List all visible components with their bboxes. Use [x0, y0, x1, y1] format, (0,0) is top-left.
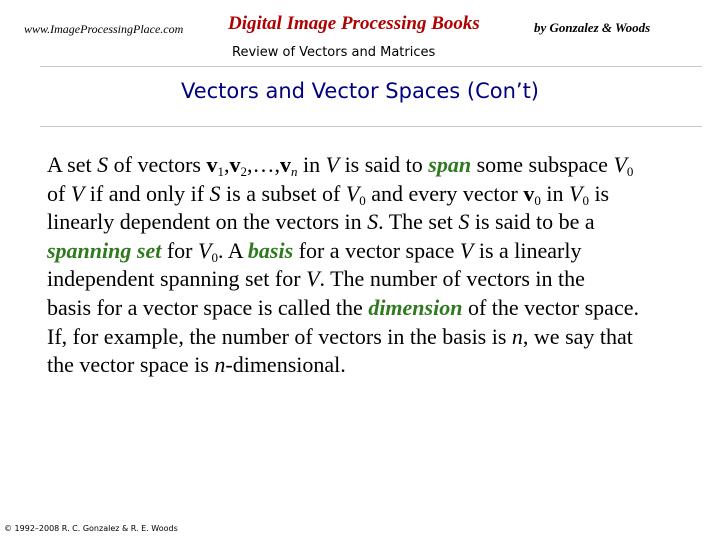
header-subtitle: Review of Vectors and Matrices	[232, 45, 436, 60]
subscript: 1	[217, 164, 224, 179]
vector-symbol: v	[523, 180, 535, 206]
variable-n: n	[214, 352, 226, 378]
text: for a vector space	[293, 237, 460, 263]
body-line-7	[47, 323, 707, 352]
body-paragraph	[47, 151, 707, 380]
space-symbol: V	[459, 237, 474, 263]
space-symbol: V	[345, 180, 360, 206]
term-basis: basis	[247, 237, 294, 263]
vector-symbol: v	[279, 152, 291, 177]
vector-symbol: v	[229, 152, 241, 177]
title-divider	[40, 126, 702, 127]
set-symbol: S	[458, 209, 470, 235]
body-line-2	[47, 180, 707, 209]
body-line-4	[47, 237, 707, 266]
text: if and only if	[84, 180, 210, 206]
text: some subspace	[471, 152, 614, 177]
body-line-8	[47, 351, 707, 380]
text: is said to be a	[469, 209, 595, 235]
text: of vectors	[108, 152, 207, 177]
text: If, for example, the number of vectors in the basis is	[47, 323, 512, 349]
text: A set	[47, 152, 98, 177]
text: is	[588, 180, 610, 206]
space-symbol: V	[325, 152, 340, 177]
text: , we say that	[522, 323, 633, 349]
subscript: 2	[240, 164, 247, 179]
text: . The set	[378, 209, 459, 235]
text: linearly dependent on the vectors in	[47, 209, 368, 235]
space-symbol: V	[306, 266, 320, 292]
text: of	[47, 180, 71, 206]
subscript: 0	[359, 192, 366, 208]
text: . The number of vectors in the	[319, 266, 585, 292]
text: ,…,	[246, 152, 280, 177]
text: ,	[223, 152, 230, 177]
text: of the vector space.	[462, 294, 639, 320]
space-symbol: V	[197, 237, 212, 263]
body-line-3	[47, 208, 707, 237]
header-site-url: www.ImageProcessingPlace.com	[24, 22, 184, 36]
subscript: n	[290, 164, 298, 179]
slide-title: Vectors and Vector Spaces (Con’t)	[180, 79, 540, 103]
subscript: 0	[534, 192, 541, 208]
text: -dimensional.	[225, 352, 346, 378]
text: is a linearly	[473, 237, 582, 263]
space-symbol: V	[70, 180, 85, 206]
term-dimension: dimension	[368, 294, 463, 320]
text: in	[297, 152, 326, 177]
text: in	[540, 180, 569, 206]
set-symbol: S	[97, 152, 109, 177]
body-line-6	[47, 294, 707, 323]
header-book-title: Digital Image Processing Books	[228, 13, 480, 34]
set-symbol: S	[209, 180, 221, 206]
footer-copyright: © 1992–2008 R. C. Gonzalez & R. E. Woods	[4, 524, 178, 533]
text: . A	[217, 237, 248, 263]
subscript: 0	[211, 249, 218, 265]
text: is said to	[339, 152, 429, 177]
variable-n: n	[511, 323, 523, 349]
term-span: span	[428, 152, 472, 177]
body-line-5	[47, 265, 707, 294]
vector-symbol: v	[206, 152, 218, 177]
body-line-1	[47, 151, 707, 180]
subscript: 0	[582, 192, 589, 208]
text: and every vector	[365, 180, 524, 206]
set-symbol: S	[367, 209, 379, 235]
text: for	[161, 237, 198, 263]
text: is a subset of	[220, 180, 346, 206]
text: the vector space is	[47, 352, 215, 378]
header-divider	[40, 66, 702, 67]
subscript: 0	[626, 164, 634, 179]
term-spanning-set: spanning set	[47, 237, 162, 263]
space-symbol: V	[568, 180, 583, 206]
space-symbol: V	[613, 152, 627, 177]
text: basis for a vector space is called the	[47, 294, 369, 320]
text: independent spanning set for	[47, 266, 307, 292]
header-authors: by Gonzalez & Woods	[534, 20, 651, 35]
